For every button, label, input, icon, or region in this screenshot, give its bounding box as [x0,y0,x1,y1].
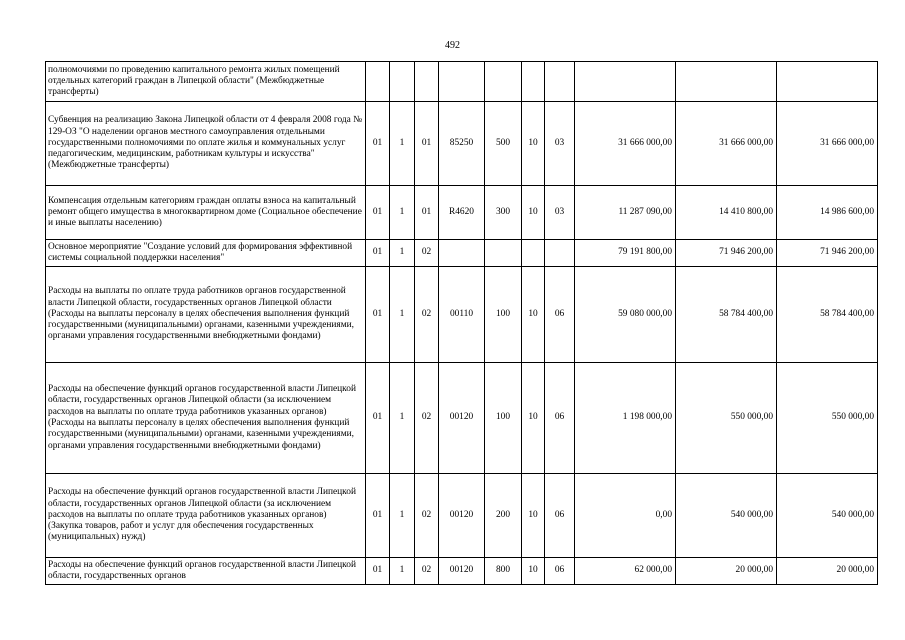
code-section: 10 [522,363,545,474]
code-program: 01 [366,240,390,267]
table-row [46,363,878,474]
code-event: 01 [415,102,439,186]
code-subprogram [390,62,415,102]
code-expense-type: 100 [485,363,522,474]
row-description: Расходы на выплаты по оплате труда работников органов государственной власти Липецкой области, государственных органов Липецкой области (Расходы на выплаты персоналу в целях обеспечения выполнения функций государственными (муниципальными) органами, казенными учреждениями, органами управления государственными внебюджетными фондами) [46,267,366,363]
amount-year-2: 20 000,00 [676,558,777,585]
table-row [46,186,878,240]
code-expense-type: 300 [485,186,522,240]
table-body [46,62,878,585]
code-event: 01 [415,186,439,240]
code-expense-type: 500 [485,102,522,186]
amount-year-3: 550 000,00 [777,363,878,474]
code-direction: 00120 [439,558,485,585]
amount-year-3: 14 986 600,00 [777,186,878,240]
amount-year-2: 71 946 200,00 [676,240,777,267]
code-subsection: 06 [545,558,575,585]
code-event: 02 [415,240,439,267]
amount-year-1: 1 198 000,00 [575,363,676,474]
amount-year-2 [676,62,777,102]
code-program: 01 [366,186,390,240]
code-direction: 85250 [439,102,485,186]
row-description: полномочиями по проведению капитального ремонта жилых помещений отдельных категорий граждан в Липецкой области" (Межбюджетные трансферты) [46,62,366,102]
table-row [46,62,878,102]
page-number: 492 [445,40,460,51]
code-expense-type [485,62,522,102]
code-section: 10 [522,267,545,363]
code-program: 01 [366,267,390,363]
code-subprogram: 1 [390,267,415,363]
code-section: 10 [522,474,545,558]
code-event: 02 [415,474,439,558]
row-description: Компенсация отдельным категориям граждан оплаты взноса на капитальный ремонт общего имущества в многоквартирном доме (Социальное обеспечение и иные выплаты населению) [46,186,366,240]
amount-year-2: 550 000,00 [676,363,777,474]
code-section [522,62,545,102]
code-subsection [545,240,575,267]
row-description: Расходы на обеспечение функций органов государственной власти Липецкой области, государственных органов [46,558,366,585]
amount-year-3: 58 784 400,00 [777,267,878,363]
amount-year-2: 58 784 400,00 [676,267,777,363]
code-event: 02 [415,558,439,585]
code-program [366,62,390,102]
code-event: 02 [415,267,439,363]
code-section: 10 [522,186,545,240]
code-subprogram: 1 [390,102,415,186]
amount-year-2: 14 410 800,00 [676,186,777,240]
code-subsection: 06 [545,267,575,363]
amount-year-2: 31 666 000,00 [676,102,777,186]
amount-year-1: 0,00 [575,474,676,558]
code-expense-type: 200 [485,474,522,558]
amount-year-1 [575,62,676,102]
code-direction: 00120 [439,363,485,474]
table-row [46,240,878,267]
amount-year-1: 79 191 800,00 [575,240,676,267]
table-row [46,267,878,363]
code-section: 10 [522,102,545,186]
code-direction [439,62,485,102]
code-expense-type [485,240,522,267]
code-program: 01 [366,102,390,186]
code-direction [439,240,485,267]
code-subsection: 03 [545,102,575,186]
code-subsection: 06 [545,363,575,474]
table-row [46,102,878,186]
code-direction: 00110 [439,267,485,363]
code-subprogram: 1 [390,240,415,267]
code-subsection: 06 [545,474,575,558]
row-description: Основное мероприятие "Создание условий для формирования эффективной системы социальной поддержки населения" [46,240,366,267]
code-subsection [545,62,575,102]
table-row [46,558,878,585]
amount-year-3: 31 666 000,00 [777,102,878,186]
row-description: Расходы на обеспечение функций органов государственной власти Липецкой области, государственных органов Липецкой области (за исключением расходов на выплаты по оплате труда работников указанных органов) (Закупка товаров, работ и услуг для обеспечения государственных (муниципальных) нужд) [46,474,366,558]
code-subsection: 03 [545,186,575,240]
row-description: Субвенция на реализацию Закона Липецкой области от 4 февраля 2008 года № 129-ОЗ "О наделении органов местного самоуправления отдельными государственными полномочиями по оплате жилья и коммунальных услуг педагогическим, медицинским, работникам культуры и искусства" (Межбюджетные трансферты) [46,102,366,186]
amount-year-3: 540 000,00 [777,474,878,558]
budget-table [45,61,878,585]
code-subprogram: 1 [390,186,415,240]
code-subprogram: 1 [390,474,415,558]
code-event: 02 [415,363,439,474]
code-expense-type: 800 [485,558,522,585]
code-program: 01 [366,363,390,474]
amount-year-1: 62 000,00 [575,558,676,585]
code-program: 01 [366,558,390,585]
code-subprogram: 1 [390,363,415,474]
code-section: 10 [522,558,545,585]
amount-year-2: 540 000,00 [676,474,777,558]
amount-year-3 [777,62,878,102]
code-section [522,240,545,267]
amount-year-3: 71 946 200,00 [777,240,878,267]
table-row [46,474,878,558]
code-direction: R4620 [439,186,485,240]
code-direction: 00120 [439,474,485,558]
code-program: 01 [366,474,390,558]
amount-year-1: 11 287 090,00 [575,186,676,240]
amount-year-1: 59 080 000,00 [575,267,676,363]
code-subprogram: 1 [390,558,415,585]
amount-year-3: 20 000,00 [777,558,878,585]
amount-year-1: 31 666 000,00 [575,102,676,186]
code-expense-type: 100 [485,267,522,363]
code-event [415,62,439,102]
row-description: Расходы на обеспечение функций органов государственной власти Липецкой области, государственных органов Липецкой области (за исключением расходов на выплаты по оплате труда работников указанных органов) (Расходы на выплаты персоналу в целях обеспечения выполнения функций государственными (муниципальными) органами, казенными учреждениями, органами управления государственными внебюджетными фондами) [46,363,366,474]
